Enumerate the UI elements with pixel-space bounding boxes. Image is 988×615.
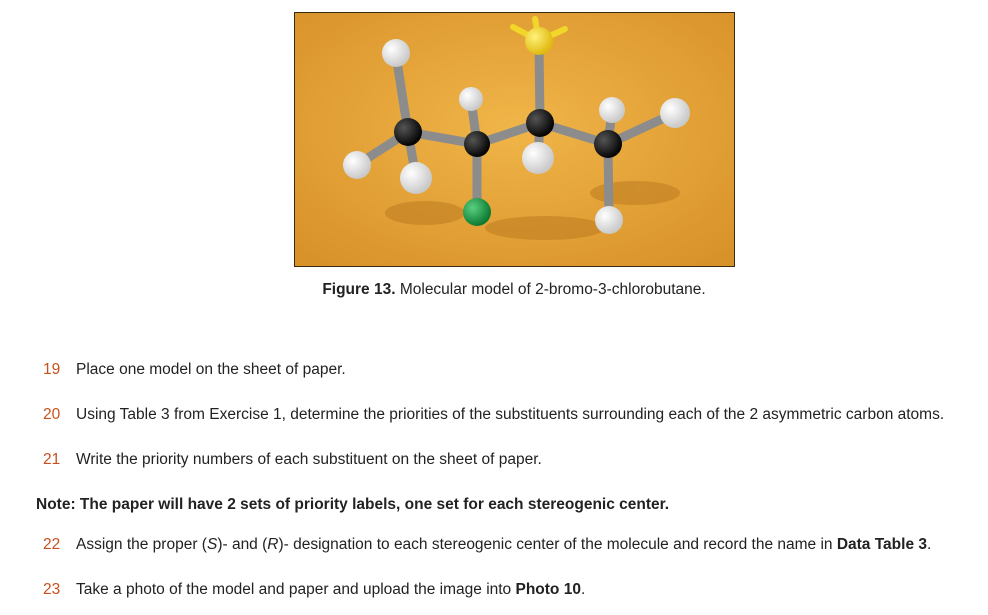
step-text: Assign the proper (S)- and (R)- designation to each stereogenic center of the molecule and record the name in Data Table 3. xyxy=(76,536,932,553)
note-text: Note: The paper will have 2 sets of priority labels, one set for each stereogenic center. xyxy=(36,496,670,513)
step-text: Write the priority numbers of each substituent on the sheet of paper. xyxy=(76,451,542,468)
figure-caption-text: Molecular model of 2-bromo-3-chlorobutane. xyxy=(395,281,706,298)
chlorine-atom xyxy=(463,198,491,226)
hydrogen-atom xyxy=(595,206,623,234)
step-number: 20 xyxy=(43,406,61,423)
step-number: 22 xyxy=(43,536,61,553)
molecular-model-photo xyxy=(294,12,735,267)
photo-reference: Photo 10 xyxy=(515,581,581,598)
figure-caption-label: Figure 13. xyxy=(322,281,396,298)
step-text: Using Table 3 from Exercise 1, determine the priorities of the substituents surrounding each of the 2 asymmetric carbon atoms. xyxy=(76,406,945,423)
hydrogen-atom xyxy=(660,98,690,128)
figure-caption xyxy=(0,281,988,299)
step-text: Place one model on the sheet of paper. xyxy=(76,361,346,378)
step-number: 23 xyxy=(43,581,61,598)
hydrogen-atom xyxy=(382,39,410,67)
step-number: 19 xyxy=(43,361,61,378)
carbon-atom xyxy=(464,131,490,157)
molecule-illustration xyxy=(295,13,734,266)
carbon-atom xyxy=(526,109,554,137)
hydrogen-atom xyxy=(343,151,371,179)
hydrogen-atom xyxy=(599,97,625,123)
carbon-atom xyxy=(594,130,622,158)
data-table-reference: Data Table 3 xyxy=(836,536,927,553)
bromine-atom xyxy=(525,27,553,55)
step-text: Take a photo of the model and paper and upload the image into Photo 10. xyxy=(76,581,586,598)
hydrogen-atom xyxy=(522,142,554,174)
carbon-atom xyxy=(394,118,422,146)
hydrogen-atom xyxy=(459,87,483,111)
step-number: 21 xyxy=(43,451,61,468)
hydrogen-atom xyxy=(400,162,432,194)
